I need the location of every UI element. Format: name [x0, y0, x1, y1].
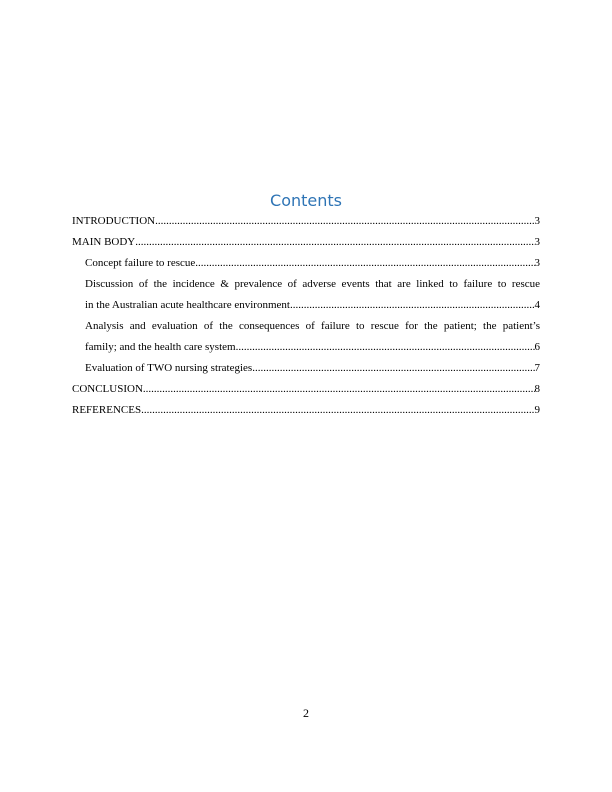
dot-leader: [252, 358, 534, 379]
toc-entry-concept-failure-to-rescue[interactable]: [72, 253, 540, 274]
dot-leader: [135, 232, 534, 253]
toc-entry-introduction[interactable]: [72, 211, 540, 232]
toc-entry-page: 7: [534, 362, 540, 374]
toc-entry-page: 6: [534, 341, 540, 353]
toc-entry-label: Evaluation of TWO nursing strategies: [85, 362, 253, 374]
toc-entry-conclusion[interactable]: [72, 379, 540, 400]
toc-entry-page: 3: [534, 236, 540, 248]
toc-title: Contents: [270, 191, 342, 210]
toc-entry-page: 8: [534, 383, 540, 395]
toc-entry-label: CONCLUSION: [72, 383, 143, 395]
dot-leader: [155, 211, 534, 232]
toc-entry-page: 9: [534, 404, 540, 416]
toc-entry-discussion-incidence[interactable]: [72, 274, 540, 316]
toc-entry-label-line2: in the Australian acute healthcare environment: [85, 299, 290, 311]
toc-entry-label-line1: Discussion of the incidence & prevalence of adverse events that are linked to failure to rescue: [85, 278, 540, 290]
toc-entry-label-line2: family; and the health care system: [85, 341, 236, 353]
toc-entry-label-line1: Analysis and evaluation of the consequences of failure to rescue for the patient; the patient’s: [85, 320, 540, 332]
dot-leader: [195, 253, 534, 274]
table-of-contents: [72, 211, 540, 421]
toc-entry-label: INTRODUCTION: [72, 215, 156, 227]
toc-entry-label: REFERENCES: [72, 404, 142, 416]
toc-entry-references[interactable]: [72, 400, 540, 421]
toc-entry-analysis-consequences[interactable]: [72, 316, 540, 358]
toc-entry-main-body[interactable]: [72, 232, 540, 253]
dot-leader: [141, 400, 534, 421]
toc-entry-label: Concept failure to rescue: [85, 257, 196, 269]
page-number: 2: [303, 706, 309, 720]
toc-entry-page: 4: [534, 299, 540, 311]
dot-leader: [236, 337, 535, 358]
dot-leader: [143, 379, 535, 400]
toc-entry-page: 3: [534, 257, 540, 269]
dot-leader: [290, 295, 535, 316]
toc-entry-label: MAIN BODY: [72, 236, 136, 248]
toc-entry-page: 3: [534, 215, 540, 227]
toc-entry-nursing-strategies[interactable]: [72, 358, 540, 379]
